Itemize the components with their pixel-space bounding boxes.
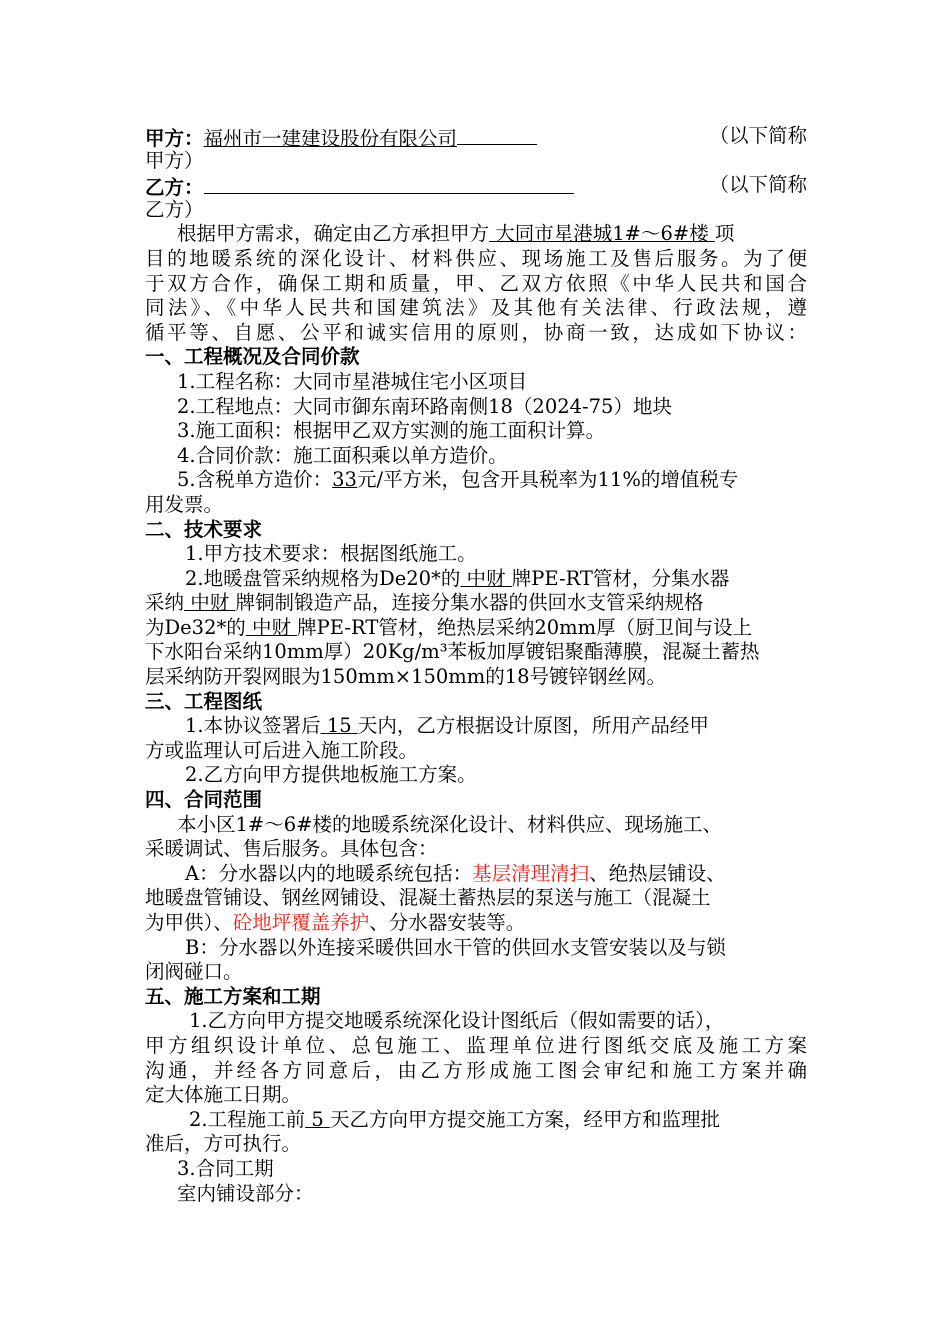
s3-item-2: 2.乙方向甲方提供地板施工方案。 <box>185 763 477 787</box>
intro-line-3: 于双方合作，确保工期和质量，甲、乙双方依照《中华人民共和国合 <box>145 271 807 295</box>
party-b-label: 乙方： <box>145 176 204 200</box>
party-a-line <box>145 124 807 149</box>
s1-item-4: 4.合同价款：施工面积乘以单方造价。 <box>177 443 508 467</box>
s5-item-3-sub: 室内铺设部分： <box>177 1181 314 1205</box>
s5-item-3: 3.合同工期 <box>177 1156 274 1180</box>
party-b-line <box>145 173 807 198</box>
unit-price: 33 <box>332 468 357 492</box>
intro-line-4: 同法》、《中华人民共和国建筑法》及其他有关法律、行政法规，遵 <box>145 296 807 320</box>
s5-item-1-line-1: 1.乙方向甲方提交地暖系统深化设计图纸后（假如需要的话）， <box>189 1009 725 1033</box>
intro-text: 项 <box>714 222 735 246</box>
brand-2: 中财 <box>190 591 230 615</box>
party-a-name: 福州市一建建设股份有限公司 <box>203 127 458 150</box>
brand-3: 中财 <box>251 615 291 639</box>
party-b-note-cont: 乙方） <box>145 197 204 221</box>
contract-page <box>145 124 807 1206</box>
s1-item-1: 1.工程名称：大同市星港城住宅小区项目 <box>177 369 528 393</box>
days-after-signing: 15 <box>326 714 352 738</box>
s5-item-1-line-4: 定大体施工日期。 <box>145 1083 302 1107</box>
s5-item-1-line-2: 甲方组织设计单位、总包施工、监理单位进行图纸交底及施工方案 <box>145 1033 807 1057</box>
s2-item-2-line-3: 为De32*的 中财 牌PE-RT管材，绝热层采纳20mm厚（厨卫间与设上 <box>145 615 753 639</box>
s1-item-2: 2.工程地点：大同市御东南环路南侧18（2024-75）地块 <box>177 394 672 418</box>
brand-1: 中财 <box>466 566 506 590</box>
s2-item-2-line-1: 2.地暖盘管采纳规格为De20*的 中财 牌PE-RT管材，分集水器 <box>185 566 730 590</box>
section-2-heading: 二、技术要求 <box>145 517 263 541</box>
project-name: 大同市星港城1#～6#楼 <box>495 222 709 246</box>
s1-item-5-cont: 用发票。 <box>145 492 224 516</box>
s4-item-a-line-3: 为甲供）、砼地坪覆盖养护、分水器安装等。 <box>145 911 526 934</box>
party-b-blank[interactable] <box>204 173 574 194</box>
intro-line-1 <box>145 222 807 247</box>
days-before-construction: 5 <box>311 1107 324 1131</box>
s3-item-1: 1.本协议签署后 15 天内，乙方根据设计原图，所用产品经甲 <box>185 714 709 738</box>
s1-item-3: 3.施工面积：根据甲乙双方实测的施工面积计算。 <box>177 419 606 443</box>
intro-line-2: 目的地暖系统的深化设计、材料供应、现场施工及售后服务。为了便 <box>145 246 807 270</box>
s2-item-1: 1.甲方技术要求：根据图纸施工。 <box>185 542 477 566</box>
party-a-blank[interactable] <box>457 124 537 145</box>
s4-item-a-line-2: 地暖盘管铺设、钢丝网铺设、混凝土蓄热层的泵送与施工（混凝土 <box>145 886 711 910</box>
s3-item-1-cont: 方或监理认可后进入施工阶段。 <box>145 738 419 762</box>
s1-item-5: 5.含税单方造价：33元/平方米，包含开具税率为11%的增值税专 <box>177 468 739 492</box>
intro-line-5: 循平等、自愿、公平和诚实信用的原则，协商一致，达成如下协议： <box>145 320 807 344</box>
party-a-note: （以下简称 <box>709 124 807 147</box>
s5-item-2-cont: 准后，方可执行。 <box>145 1132 302 1156</box>
section-5-heading: 五、施工方案和工期 <box>145 984 321 1008</box>
s4-para-1: 本小区1#～6#楼的地暖系统深化设计、材料供应、现场施工、 <box>177 812 722 836</box>
intro-text: 根据甲方需求，确定由乙方承担甲方 <box>177 222 490 246</box>
s5-item-2: 2.工程施工前 5 天乙方向甲方提交施工方案，经甲方和监理批 <box>189 1107 720 1131</box>
section-4-heading: 四、合同范围 <box>145 788 263 812</box>
highlight-base-cleaning: 基层清理清扫 <box>472 861 590 885</box>
section-1-heading: 一、工程概况及合同价款 <box>145 345 360 369</box>
s4-item-b-line-2: 闭阀碰口。 <box>145 960 243 984</box>
party-a-label: 甲方： <box>145 127 204 150</box>
s2-item-2-line-2: 采纳 中财 牌铜制锻造产品，连接分集水器的供回水支管采纳规格 <box>145 591 704 615</box>
s5-item-1-line-3: 沟通，并经各方同意后，由乙方形成施工图会审纪和施工方案并确 <box>145 1058 807 1082</box>
s4-para-1-cont: 采暖调试、售后服务。具体包含： <box>145 837 438 861</box>
s2-item-2-line-4: 下水阳台采纳10mm厚）20Kg/m³苯板加厚镀铝聚酯薄膜，混凝土蓄热 <box>145 640 760 664</box>
party-b-note: （以下简称 <box>709 173 807 197</box>
highlight-floor-curing: 砼地坪覆盖养护 <box>232 911 370 934</box>
s4-item-b-line-1: B：分水器以外连接采暖供回水干管的供回水支管安装以及与锁 <box>185 935 726 959</box>
s2-item-2-line-5: 层采纳防开裂网眼为150mm×150mm的18号镀锌钢丝网。 <box>145 665 667 689</box>
s4-item-a-line-1: A：分水器以内的地暖系统包括：基层清理清扫、绝热层铺设、 <box>185 861 726 885</box>
party-a-note-cont: 甲方） <box>145 148 204 172</box>
section-3-heading: 三、工程图纸 <box>145 689 263 713</box>
